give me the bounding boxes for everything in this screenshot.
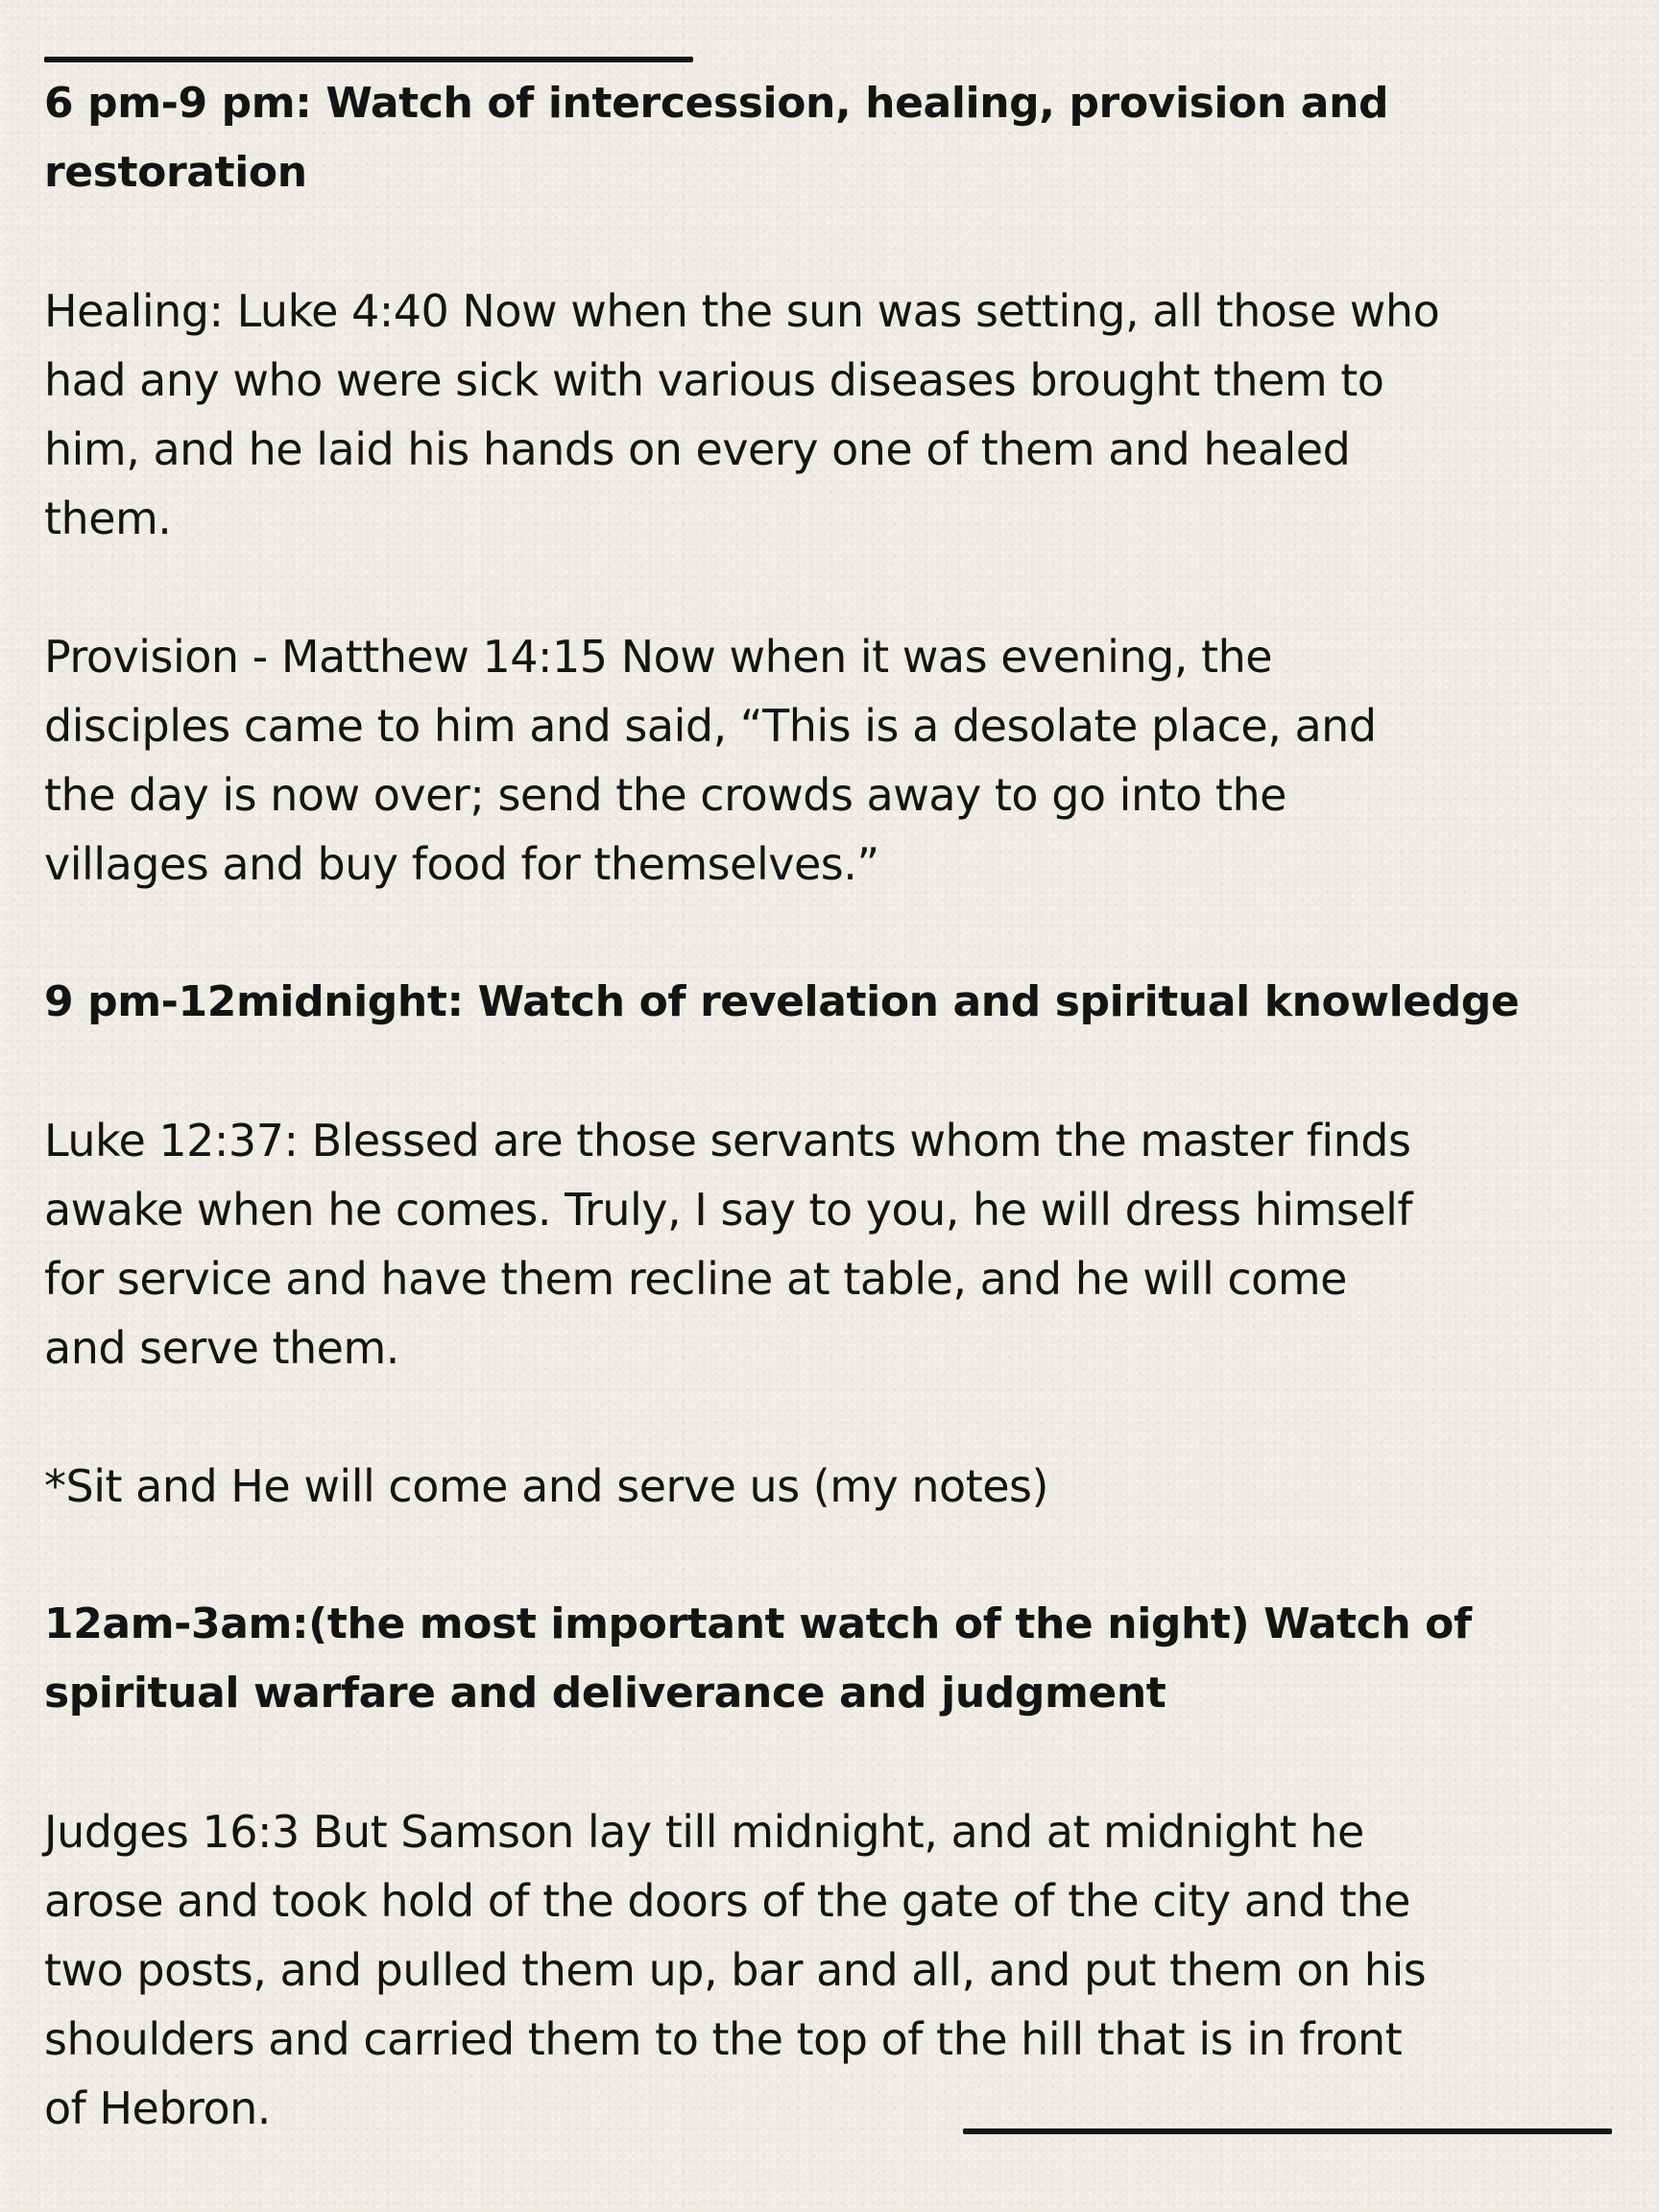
section-watch-9pm-12midnight [44, 968, 1619, 1521]
text-line: arose and took hold of the doors of the gate of the city and the [44, 1875, 1410, 1927]
heading-line: restoration [44, 148, 307, 197]
heading-line: 6 pm-9 pm: Watch of intercession, healing, provision and [44, 79, 1389, 128]
text-line: and serve them. [44, 1322, 399, 1374]
text-line: Healing: Luke 4:40 Now when the sun was setting, all those who [44, 285, 1440, 337]
bottom-divider [963, 2128, 1612, 2134]
section-heading [44, 1590, 1619, 1728]
section-watch-12am-3am [44, 1590, 1619, 2143]
text-line: him, and he laid his hands on every one of them and healed [44, 423, 1351, 475]
document-body [44, 69, 1619, 2143]
text-line: awake when he comes. Truly, I say to you, he will dress himself [44, 1184, 1413, 1236]
section-heading [44, 69, 1619, 207]
text-line: the day is now over; send the crowds away to go into the [44, 769, 1286, 821]
text-line: Judges 16:3 But Samson lay till midnight, and at midnight he [44, 1806, 1364, 1858]
section-heading [44, 968, 1619, 1037]
text-line: Provision - Matthew 14:15 Now when it was evening, the [44, 631, 1273, 683]
text-line: villages and buy food for themselves.” [44, 838, 879, 890]
scripture-paragraph-provision [44, 622, 1619, 899]
scripture-paragraph-healing [44, 276, 1619, 553]
text-line: two posts, and pulled them up, bar and all, and put them on his [44, 1944, 1427, 1996]
text-line: *Sit and He will come and serve us (my notes) [44, 1460, 1048, 1512]
scripture-paragraph-judges [44, 1797, 1619, 2143]
top-divider [44, 57, 693, 62]
text-line: disciples came to him and said, “This is a desolate place, and [44, 700, 1377, 752]
text-line: had any who were sick with various diseases brought them to [44, 354, 1384, 406]
heading-line: 12am-3am:(the most important watch of the night) Watch of [44, 1599, 1472, 1648]
scripture-paragraph-luke [44, 1106, 1619, 1382]
text-line: Luke 12:37: Blessed are those servants whom the master finds [44, 1115, 1411, 1166]
heading-line: 9 pm-12midnight: Watch of revelation and spiritual knowledge [44, 977, 1520, 1026]
personal-note [44, 1452, 1619, 1521]
text-line: them. [44, 493, 172, 544]
text-line: for service and have them recline at table, and he will come [44, 1253, 1347, 1305]
heading-line: spiritual warfare and deliverance and judgment [44, 1669, 1166, 1718]
section-watch-6pm-9pm [44, 69, 1619, 899]
text-line: of Hebron. [44, 2082, 271, 2134]
text-line: shoulders and carried them to the top of the hill that is in front [44, 2013, 1403, 2065]
